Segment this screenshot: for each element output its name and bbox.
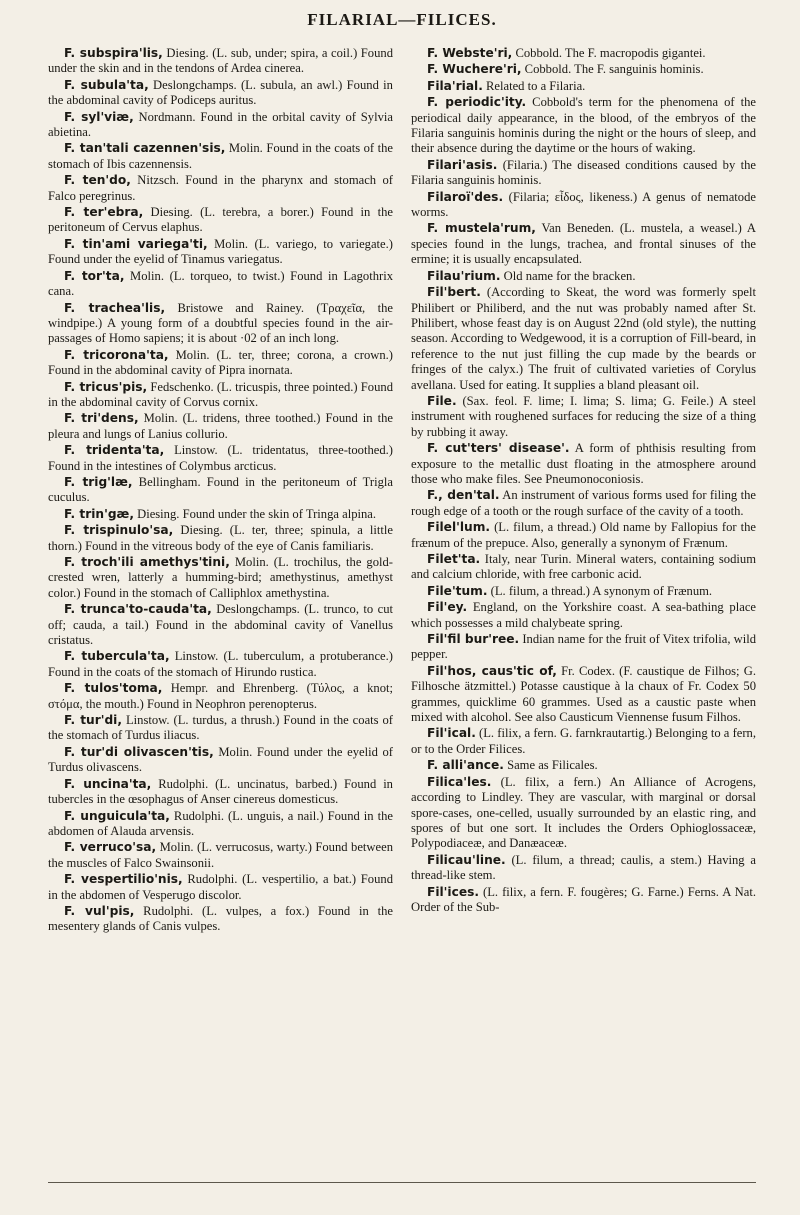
entry-definition: Diesing. (L. sub, under; spira, a coil.) Found under the skin and in the tendons of Ardea cinerea. xyxy=(48,46,393,76)
entry-headword: F. ten'do, xyxy=(64,173,131,188)
dictionary-entry xyxy=(411,520,756,551)
entry-definition: Fedschenko. (L. tricuspis, three pointed.) Found in the abdominal cavity of Corvus cornix. xyxy=(48,379,393,409)
dictionary-entry xyxy=(411,758,756,773)
entry-headword: F. verruco'sa, xyxy=(64,840,157,855)
entry-headword: F. tur'di olivascen'tis, xyxy=(64,744,214,759)
dictionary-entry xyxy=(48,205,393,236)
entry-definition: Molin. Found in the coats of the stomach of Ibis cazennensis. xyxy=(48,141,393,171)
entry-headword: Fil'hos, caus'tic of, xyxy=(427,663,557,678)
dictionary-entry xyxy=(411,885,756,916)
entry-definition: Fr. Codex. (F. caustique de Filhos; G. Filhosche ätzmittel.) Potasse caustique à la chaux of Fr. Codex 50 grammes, quicklime 60 grammes. Used as a caustic paste when mixed with alcohol. See also Causticum Viennense fusum Filhos. xyxy=(411,663,756,725)
entry-headword: Fil'ey. xyxy=(427,600,468,615)
dictionary-entry xyxy=(48,681,393,712)
dictionary-entry xyxy=(48,173,393,204)
dictionary-entry xyxy=(48,840,393,871)
entry-definition: (L. filix, a fern. G. farnkrautartig.) Belonging to a fern, or to the Order Filices. xyxy=(411,726,756,756)
entry-headword: F. tan'tali cazennen'sis, xyxy=(64,141,226,156)
entry-headword: Filicau'line. xyxy=(427,852,506,867)
entry-definition: (Sax. feol. F. lime; I. lima; S. lima; G. Feile.) A steel instrument with roughened surfaces for reducing the size of a thing by rubbing it away. xyxy=(411,393,756,439)
entry-definition: (L. filix, a fern.) An Alliance of Acrogens, according to Lindley. They are vascular, with marginal or dorsal spore-cases, one-celled, usually surrounded by an elastic ring, and spores of but one sort. It includes the Orders Ophioglossaceæ, Polypodiaceæ, and Danæaceæ. xyxy=(411,774,756,851)
dictionary-entry xyxy=(48,475,393,506)
entry-definition: Van Beneden. (L. mustela, a weasel.) A species found in the lungs, trachea, and frontal sinuses of the ermine; it is usually encapsulated. xyxy=(411,221,756,267)
entry-headword: F., den'tal. xyxy=(427,488,500,503)
dictionary-entry xyxy=(411,726,756,757)
entry-headword: F. tricus'pis, xyxy=(64,379,148,394)
entry-definition: Italy, near Turin. Mineral waters, containing sodium and calcium chloride, with free carbonic acid. xyxy=(411,552,756,582)
entry-definition: Bellingham. Found in the peritoneum of Trigla cuculus. xyxy=(48,474,394,505)
entry-headword: File'tum. xyxy=(427,583,488,598)
dictionary-entry xyxy=(48,78,393,109)
dictionary-entry xyxy=(411,190,756,221)
entry-definition: Bristowe and Rainey. (Τραχεῖα, the windpipe.) A young form of a doubtful species found in the air-passages of Homo sapiens; it is about ·02 of an inch long. xyxy=(48,300,393,346)
entry-headword: Filica'les. xyxy=(427,774,492,789)
entry-headword: Fil'ical. xyxy=(427,726,476,741)
dictionary-entry xyxy=(48,380,393,411)
dictionary-entry xyxy=(411,95,756,157)
dictionary-entry xyxy=(48,443,393,474)
entry-definition: Same as Filicales. xyxy=(503,758,598,773)
entry-definition: An instrument of various forms used for filing the rough edge of a tooth or the rough surface of the cavity of a tooth. xyxy=(411,488,756,518)
dictionary-entry xyxy=(411,158,756,189)
entry-headword: F. subspira'lis, xyxy=(64,46,163,60)
entry-headword: F. tubercula'ta, xyxy=(64,649,170,664)
dictionary-entry xyxy=(48,141,393,172)
entry-headword: F. tor'ta, xyxy=(64,268,125,283)
entry-headword: F. Webste'ri, xyxy=(427,46,513,60)
entry-definition: Molin. (L. ter, three; corona, a crown.) Found in the abdominal cavity of Pipra inornata. xyxy=(48,347,393,378)
entry-headword: F. Wuchere'ri, xyxy=(427,62,522,77)
dictionary-entry xyxy=(48,745,393,776)
dictionary-entry xyxy=(411,584,756,599)
entry-definition: Linstow. (L. turdus, a thrush.) Found in the coats of the stomach of Turdus iliacus. xyxy=(48,713,394,743)
entry-headword: Fil'fil bur'ree. xyxy=(427,632,520,647)
dictionary-entry xyxy=(411,853,756,884)
entry-headword: Filari'asis. xyxy=(427,157,498,172)
entry-headword: Filet'ta. xyxy=(427,552,481,566)
dictionary-entry xyxy=(48,649,393,680)
dictionary-entry xyxy=(48,872,393,903)
dictionary-entry xyxy=(48,269,393,300)
entry-definition: Rudolphi. (L. vulpes, a fox.) Found in the mesentery glands of Canis vulpes. xyxy=(48,903,393,934)
entry-definition: Rudolphi. (L. vespertilio, a bat.) Found in the abdomen of Vesperugo discolor. xyxy=(48,872,393,902)
columns xyxy=(48,46,756,936)
entry-definition: Deslongchamps. (L. subula, an awl.) Found in the abdominal cavity of Podiceps auritus. xyxy=(48,77,393,108)
entry-definition: Diesing. (L. terebra, a borer.) Found in the peritoneum of Cervus elaphus. xyxy=(48,205,393,235)
entry-definition: Indian name for the fruit of Vitex trifolia, wild pepper. xyxy=(411,632,757,662)
dictionary-entry xyxy=(411,285,756,393)
running-head: FILARIAL—FILICES. xyxy=(307,10,497,29)
entry-headword: Filaroï'des. xyxy=(427,189,504,204)
entry-headword: F. alli'ance. xyxy=(427,758,504,773)
entry-definition: Linstow. (L. tuberculum, a protuberance.) Found in the coats of the stomach of Hirundo rustica. xyxy=(48,649,393,679)
dictionary-entry xyxy=(411,221,756,267)
entry-definition: (Filaria.) The diseased conditions caused by the Filaria sanguinis hominis. xyxy=(411,157,756,188)
dictionary-entry xyxy=(411,600,756,631)
entry-definition: Molin. (L. verrucosus, warty.) Found between the muscles of Falco Swainsonii. xyxy=(48,840,394,870)
dictionary-entry xyxy=(411,46,756,61)
entry-definition: (According to Skeat, the word was formerly spelt Philibert or Philiberd, and the nut was probably named after St. Philibert, whose feast day is on August 22nd (old style), the nutting season. According to Wedgewood, it is a corruption of Fill-beard, in reference to the nut just filling the cup made by the beards or fringes of the calyx.) The fruit of cultivated varieties of Corylus avellana. Used for eating. It supplies a bland pleasant oil. xyxy=(411,285,756,392)
dictionary-entry xyxy=(411,632,756,663)
entry-definition: Molin. Found under the eyelid of Turdus olivascens. xyxy=(48,744,394,775)
entry-headword: F. trispinulo'sa, xyxy=(64,523,174,538)
dictionary-entry xyxy=(48,237,393,268)
entry-definition: Cobbold. The F. macropodis gigantei. xyxy=(512,46,706,60)
entry-definition: Hempr. and Ehrenberg. (Τύλος, a knot; στόμα, the mouth.) Found in Neophron perenopterus. xyxy=(48,681,393,711)
entry-headword: Fil'bert. xyxy=(427,285,481,300)
dictionary-entry xyxy=(48,46,393,77)
entry-definition: Rudolphi. (L. uncinatus, barbed.) Found in tubercles in the œsophagus of Anser cinereus domesticus. xyxy=(48,776,393,807)
entry-headword: F. tur'di, xyxy=(64,713,122,728)
entry-headword: F. vul'pis, xyxy=(64,903,135,918)
entry-definition: Molin. (L. tridens, three toothed.) Found in the pleura and lungs of Lanius collurio. xyxy=(48,411,394,441)
entry-definition: Cobbold. The F. sanguinis hominis. xyxy=(521,62,704,77)
entry-definition: (L. filum, a thread.) Old name by Fallopius for the frænum of the prepuce. Also, generally a synonym of Frænum. xyxy=(411,520,756,550)
page-bottom-rule xyxy=(48,1182,756,1183)
dictionary-entry xyxy=(48,777,393,808)
entry-headword: F. trig'læ, xyxy=(64,474,133,489)
entry-headword: F. subula'ta, xyxy=(64,77,149,92)
dictionary-entry xyxy=(48,713,393,744)
dictionary-entry xyxy=(411,269,756,284)
entry-headword: F. trachea'lis, xyxy=(64,300,166,315)
dictionary-entry xyxy=(411,394,756,440)
entry-headword: Fila'rial. xyxy=(427,78,483,93)
entry-headword: F. unguicula'ta, xyxy=(64,808,170,823)
entry-headword: F. tridenta'ta, xyxy=(64,443,165,458)
entry-definition: Related to a Filaria. xyxy=(482,78,586,93)
dictionary-entry xyxy=(411,441,756,487)
entry-headword: F. tricorona'ta, xyxy=(64,347,169,362)
entry-headword: F. tri'dens, xyxy=(64,411,139,426)
entry-headword: F. troch'ili amethys'tini, xyxy=(64,555,230,569)
entry-headword: F. cut'ters' disease'. xyxy=(427,441,570,456)
entry-headword: File. xyxy=(427,393,457,408)
entry-definition: Old name for the bracken. xyxy=(500,268,636,283)
entry-headword: F. trin'gæ, xyxy=(64,506,134,521)
dictionary-entry xyxy=(48,809,393,840)
entry-definition: Diesing. (L. ter, three; spinula, a little thorn.) Found in the vitreous body of the eye of Canis familiaris. xyxy=(48,523,393,553)
entry-headword: F. tin'ami variega'ti, xyxy=(64,236,208,251)
dictionary-entry xyxy=(411,664,756,726)
dictionary-entry xyxy=(411,488,756,519)
entry-headword: Filel'lum. xyxy=(427,520,491,535)
entry-definition: A form of phthisis resulting from exposure to the metallic dust floating in the atmosphere around those who make files. See Pneumonoconiosis. xyxy=(411,441,756,486)
entry-definition: Cobbold's term for the phenomena of the periodical daily appearance, in the blood, of the embryos of the Filaria sanguinis hominis during the night or the hours of sleep, and their absence during the daytime or the hours of waking. xyxy=(411,95,756,156)
entry-headword: F. periodic'ity. xyxy=(427,95,527,110)
entry-definition: (Filaria; εἶδος, likeness.) A genus of nematode worms. xyxy=(411,189,756,220)
dictionary-entry xyxy=(411,552,756,583)
entry-definition: Nitzsch. Found in the pharynx and stomach of Falco peregrinus. xyxy=(48,173,393,203)
entry-headword: F. tulos'toma, xyxy=(64,681,163,696)
dictionary-entry xyxy=(411,775,756,852)
entry-headword: Fil'ices. xyxy=(427,884,479,899)
dictionary-entry xyxy=(48,602,393,648)
dictionary-entry xyxy=(411,62,756,77)
entry-definition: Molin. (L. trochilus, the gold-crested wren, latterly a humming-bird; amethystinus, amethyst color.) Found in the stomach of Calliphlox amethystina. xyxy=(48,555,394,600)
entry-definition: Nordmann. Found in the orbital cavity of Sylvia abietina. xyxy=(48,109,393,140)
entry-definition: Deslongchamps. (L. trunco, to cut off; cauda, a tail.) Found in the abdominal cavity of Vanellus cristatus. xyxy=(48,602,393,648)
entry-definition: (L. filum, a thread.) A synonym of Frænum. xyxy=(487,583,713,598)
entry-definition: Rudolphi. (L. unguis, a nail.) Found in the abdomen of Alauda arvensis. xyxy=(48,808,393,838)
entry-headword: F. syl'viæ, xyxy=(64,109,134,124)
dictionary-entry xyxy=(48,555,393,601)
dictionary-entry xyxy=(48,904,393,935)
entry-headword: F. ter'ebra, xyxy=(64,205,144,220)
entry-definition: Linstow. (L. tridentatus, three-toothed.) Found in the intestines of Colymbus arcticus. xyxy=(48,443,394,473)
entry-definition: (L. filum, a thread; caulis, a stem.) Having a thread-like stem. xyxy=(411,852,756,883)
entry-definition: Diesing. Found under the skin of Tringa alpina. xyxy=(133,506,377,521)
dictionary-entry xyxy=(48,301,393,347)
entry-definition: (L. filix, a fern. F. fougères; G. Farne.) Ferns. A Nat. Order of the Sub- xyxy=(411,884,756,914)
entry-definition: England, on the Yorkshire coast. A sea-bathing place which possesses a mild chalybeate spring. xyxy=(411,600,756,630)
left-column xyxy=(48,46,393,936)
entry-headword: F. mustela'rum, xyxy=(427,221,536,236)
dictionary-entry xyxy=(48,110,393,141)
entry-headword: F. uncina'ta, xyxy=(64,776,152,791)
entry-definition: Molin. (L. variego, to variegate.) Found under the eyelid of Tinamus variegatus. xyxy=(48,236,393,267)
entry-headword: Filau'rium. xyxy=(427,268,501,283)
right-column xyxy=(411,46,756,936)
dictionary-entry xyxy=(48,348,393,379)
dictionary-entry xyxy=(411,79,756,94)
entry-headword: F. trunca'to-cauda'ta, xyxy=(64,602,212,617)
entry-headword: F. vespertilio'nis, xyxy=(64,872,183,887)
dictionary-entry xyxy=(48,523,393,554)
dictionary-entry xyxy=(48,411,393,442)
entry-definition: Molin. (L. torqueo, to twist.) Found in Lagothrix cana. xyxy=(48,268,393,299)
dictionary-entry xyxy=(48,507,393,522)
